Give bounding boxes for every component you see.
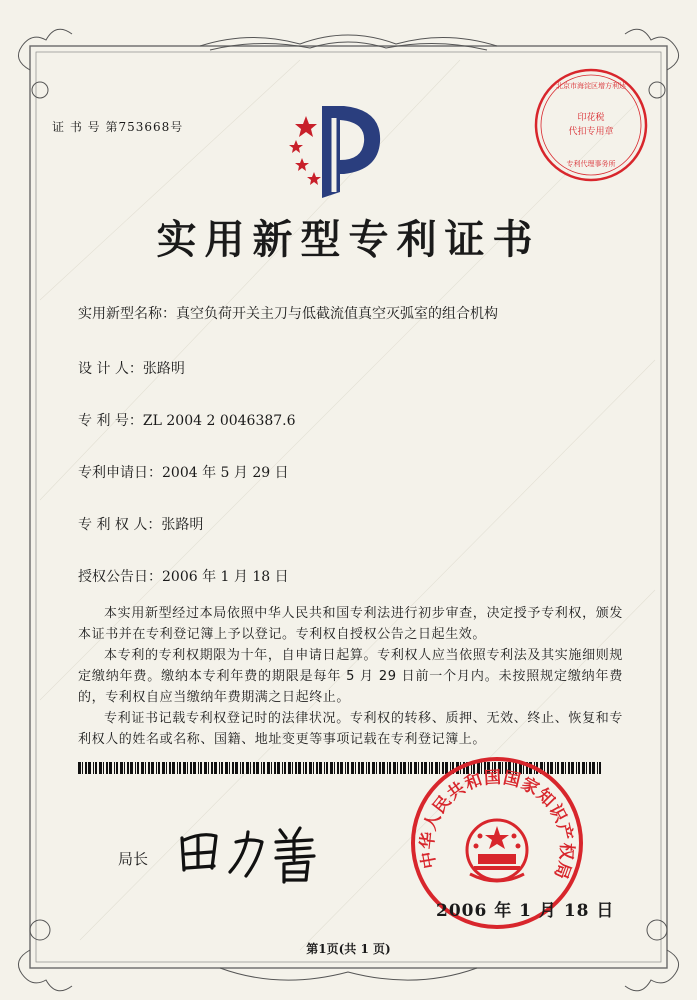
- field-value: 张路明: [161, 517, 204, 533]
- field-label: 专 利 号：: [78, 413, 143, 429]
- certificate-body: [78, 603, 623, 750]
- field-patentee: [78, 514, 203, 534]
- certificate-number-label: 证 书 号: [52, 120, 101, 134]
- svg-text:专利代理事务所: 专利代理事务所: [566, 160, 616, 168]
- page-number: 第1页(共 1 页): [306, 942, 391, 956]
- certificate-number-value: 第753668号: [105, 120, 184, 134]
- field-application-date: [78, 462, 289, 482]
- body-paragraph: 本实用新型经过本局依照中华人民共和国专利法进行初步审查，决定授予专利权，颁发本证书并在专利登记簿上予以登记。专利权自授权公告之日起生效。: [78, 606, 623, 642]
- field-value: 张路明: [142, 361, 185, 377]
- field-utility-model-name: [78, 303, 498, 323]
- svg-text:北京市海淀区增方利达: 北京市海淀区增方利达: [556, 82, 626, 90]
- svg-text:中华人民共和国国家知识产权局: 中华人民共和国国家知识产权局: [417, 767, 577, 883]
- field-value: 2006 年 1 月 18 日: [162, 569, 289, 585]
- field-label: 专 利 权 人：: [78, 517, 162, 533]
- patent-office-logo-icon: [282, 100, 392, 200]
- field-grant-date: [78, 566, 289, 586]
- body-paragraph: 本专利的专利权期限为十年，自申请日起算。专利权人应当依照专利法及其实施细则规定缴纳年费。缴纳本专利年费的期限是每年 5 月 29 日前一个月内。未按照规定缴纳年费的，专利权自应当缴纳年费期满之日起终止。: [78, 648, 623, 705]
- field-value: 2004 年 5 月 29 日: [162, 465, 289, 481]
- field-label: 实用新型名称：: [78, 306, 176, 322]
- field-label: 专利申请日：: [78, 465, 162, 481]
- certificate-title: 实用新型专利证书: [156, 216, 541, 263]
- field-value: 真空负荷开关主刀与低截流值真空灭弧室的组合机构: [176, 306, 498, 322]
- director-label: 局长: [118, 850, 149, 868]
- field-label: 授权公告日：: [78, 569, 162, 585]
- field-value: ZL 2004 2 0046387.6: [142, 413, 296, 429]
- field-patent-number: [78, 410, 296, 430]
- issue-date: 2006 年 1 月 18 日: [436, 901, 615, 921]
- body-paragraph: 专利证书记载专利权登记时的法律状况。专利权的转移、质押、无效、终止、恢复和专利权人的姓名或名称、国籍、地址变更等事项记载在专利登记簿上。: [78, 711, 623, 747]
- agency-seal-icon: [532, 66, 650, 184]
- svg-text:印花税: 印花税: [577, 113, 605, 123]
- svg-text:代扣专用章: 代扣专用章: [568, 127, 614, 137]
- director-signature: [172, 820, 322, 886]
- certificate-number: [52, 118, 183, 135]
- field-label: 设 计 人：: [78, 361, 143, 377]
- field-designer: [78, 358, 185, 378]
